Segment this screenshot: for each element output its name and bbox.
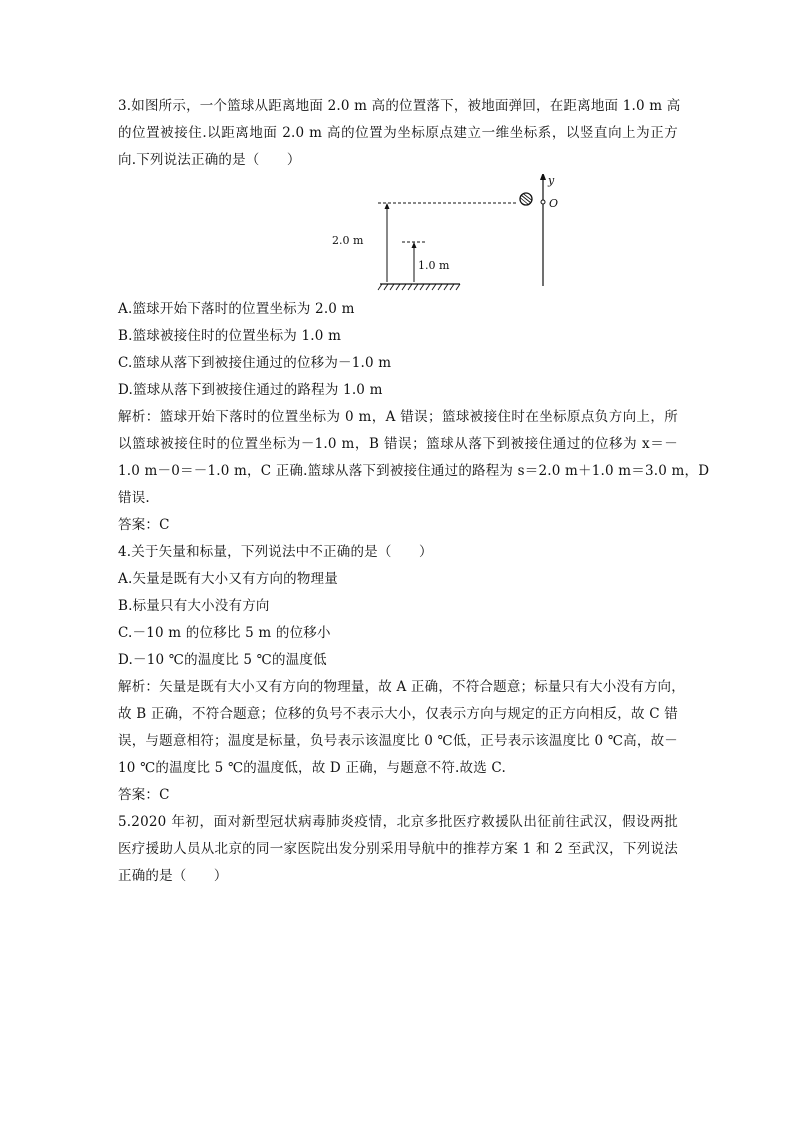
origin-point xyxy=(541,200,545,204)
question-3-stem-line-1: 3.如图所示，一个篮球从距离地面 2.0 m 高的位置落下，被地面弹回，在距离地面 1.0 m 高 xyxy=(118,98,681,114)
question-5-stem-line-3: 正确的是（ ） xyxy=(118,868,228,884)
ground-hatching xyxy=(378,284,460,290)
question-3-option-c: C.篮球从落下到被接住通过的位移为－1.0 m xyxy=(118,355,392,371)
basketball-diagram xyxy=(330,174,570,296)
question-3-option-d: D.篮球从落下到被接住通过的路程为 1.0 m xyxy=(118,382,383,398)
question-5-stem-line-1: 5.2020 年初，面对新型冠状病毒肺炎疫情，北京多批医疗救援队出征前往武汉，假设两批 xyxy=(118,814,678,830)
question-4-options xyxy=(118,566,678,674)
question-3-answer: 答案：C xyxy=(118,517,170,533)
question-3-analysis-line-4: 错误. xyxy=(118,490,150,506)
question-4-option-c: C.－10 m 的位移比 5 m 的位移小 xyxy=(118,625,331,641)
y-axis-arrow-icon xyxy=(540,174,546,180)
question-3-stem-line-2: 的位置被接住.以距离地面 2.0 m 高的位置为坐标原点建立一维坐标系，以竖直向上为正方 xyxy=(118,125,678,141)
origin-label: O xyxy=(549,197,559,210)
document-page xyxy=(118,93,710,890)
question-4-stem: 4.关于矢量和标量，下列说法中不正确的是（ ） xyxy=(118,544,433,560)
height-2m-arrowhead-icon xyxy=(385,203,390,209)
question-3-options xyxy=(118,296,678,404)
question-4-option-a: A.矢量是既有大小又有方向的物理量 xyxy=(118,571,338,587)
height-1m-arrowhead-icon xyxy=(412,242,417,248)
question-3-analysis xyxy=(118,404,710,512)
question-5-stem-line-2: 医疗援助人员从北京的同一家医院出发分别采用导航中的推荐方案 1 和 2 至武汉，下列说法 xyxy=(118,841,678,857)
question-3-stem xyxy=(118,93,681,174)
question-4-analysis-line-2: 故 B 正确，不符合题意；位移的负号不表示大小，仅表示方向与规定的正方向相反，故 C 错 xyxy=(118,706,678,722)
question-4-analysis-line-3: 误，与题意相符；温度是标量，负号表示该温度比 0 ℃低，正号表示该温度比 0 ℃高，故－ xyxy=(118,733,678,749)
height-1m-label: 1.0 m xyxy=(418,259,450,272)
question-3-analysis-line-1: 解析：篮球开始下落时的位置坐标为 0 m，A 错误；篮球被接住时在坐标原点负方向上，所 xyxy=(118,409,678,425)
question-4-analysis xyxy=(118,674,685,782)
question-5-stem xyxy=(118,809,678,890)
height-2m-label: 2.0 m xyxy=(332,234,364,247)
question-4-analysis-line-1: 解析：矢量是既有大小又有方向的物理量，故 A 正确，不符合题意；标量只有大小没有方向， xyxy=(118,679,685,695)
question-4-option-b: B.标量只有大小没有方向 xyxy=(118,598,270,614)
question-3-option-b: B.篮球被接住时的位置坐标为 1.0 m xyxy=(118,328,342,344)
question-3-stem-line-3: 向.下列说法正确的是（ ） xyxy=(118,152,301,168)
question-3-option-a: A.篮球开始下落时的位置坐标为 2.0 m xyxy=(118,301,355,317)
question-3-analysis-line-3: 1.0 m－0＝－1.0 m，C 正确.篮球从落下到被接住通过的路程为 s＝2.0 m＋1.0 m＝3.0 m，D xyxy=(118,463,710,479)
question-4-answer: 答案：C xyxy=(118,787,170,803)
y-axis-label: y xyxy=(548,174,555,187)
question-4-option-d: D.－10 ℃的温度比 5 ℃的温度低 xyxy=(118,652,327,668)
basketball-figure xyxy=(118,174,678,296)
question-4-analysis-line-4: 10 ℃的温度比 5 ℃的温度低，故 D 正确，与题意不符.故选 C. xyxy=(118,760,506,776)
question-3-analysis-line-2: 以篮球被接住时的位置坐标为－1.0 m，B 错误；篮球从落下到被接住通过的位移为 x＝－ xyxy=(118,436,678,452)
